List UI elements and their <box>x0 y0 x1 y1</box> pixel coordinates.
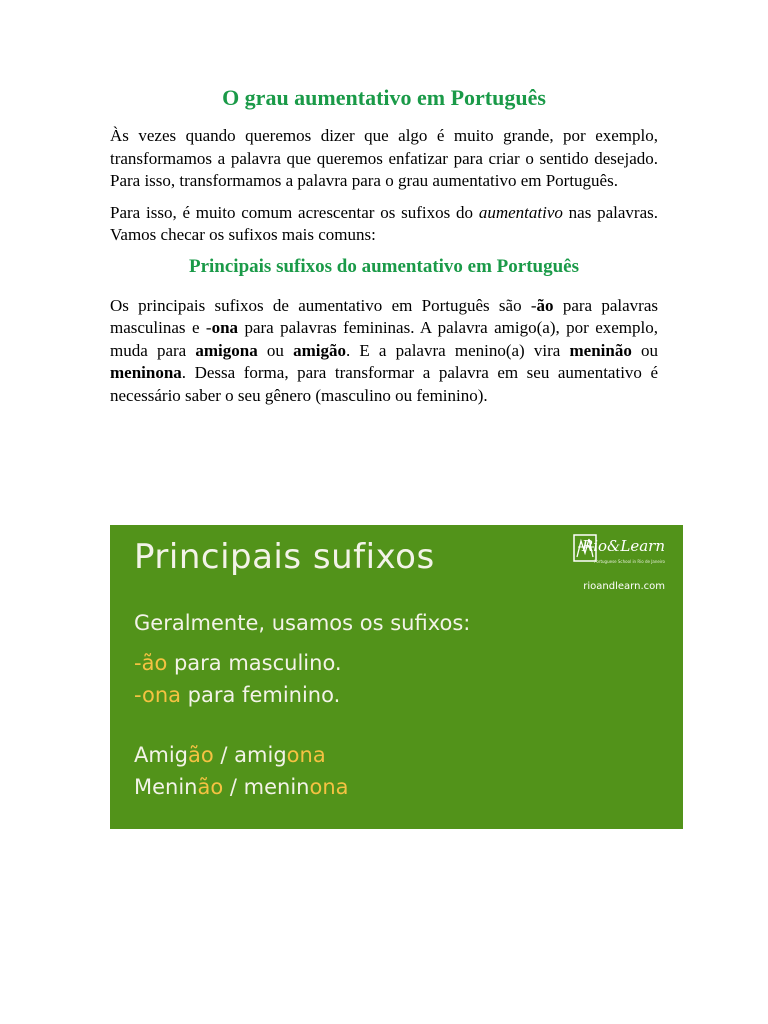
banner-example-amigo <box>134 745 326 766</box>
paragraph-text: Para isso, é muito comum acrescentar os sufixos do <box>110 202 479 222</box>
suffix-intro-paragraph <box>110 202 658 247</box>
paragraph-text: ou <box>631 340 658 360</box>
suffix-highlight: -ão <box>134 651 168 675</box>
logo-tagline: Portuguese School in Rio de Janeiro <box>594 559 665 564</box>
paragraph-text: . Dessa forma, para transformar a palavra em seu aumentativo é necessário saber o seu gênero (masculino ou feminino). <box>110 363 658 405</box>
logo-name: Rio&Learn <box>581 537 665 555</box>
bold-term: ão <box>536 295 554 315</box>
banner-text: Amig <box>134 743 188 767</box>
banner-text: Menin <box>134 775 198 799</box>
suffix-explanation-paragraph <box>110 295 658 408</box>
paragraph-text: para palavras masculinas e - <box>110 295 658 338</box>
bold-term: amigão <box>293 340 346 360</box>
document-page <box>110 85 658 416</box>
emphasized-term: aumentativo <box>478 202 563 222</box>
banner-example-menino <box>134 777 349 798</box>
intro-paragraph: Às vezes quando queremos dizer que algo é muito grande, por exemplo, transformamos a palavra que queremos enfatizar para criar o sentido desejado. Para isso, transformamos a palavra para o grau aumentativo em Português. <box>110 126 658 191</box>
suffix-banner-image <box>110 525 683 829</box>
suffix-highlight: -ona <box>134 683 181 707</box>
suffix-highlight: ão <box>188 743 214 767</box>
banner-title: Principais sufixos <box>134 537 435 577</box>
page-title: O grau aumentativo em Português <box>222 85 546 110</box>
paragraph-text: nas palavras. Vamos checar os sufixos mais comuns: <box>110 202 658 245</box>
logo-website: rioandlearn.com <box>583 581 665 592</box>
suffix-highlight: ona <box>286 743 326 767</box>
banner-text: / <box>223 775 244 799</box>
rio-learn-logo <box>571 533 671 597</box>
paragraph-text: . E a palavra menino(a) vira <box>345 340 570 360</box>
banner-masculine-line <box>134 653 342 674</box>
banner-text: menin <box>243 775 310 799</box>
banner-text: / <box>213 743 235 767</box>
banner-text: para feminino. <box>181 683 341 707</box>
banner-feminine-line <box>134 685 340 706</box>
banner-text: amig <box>234 743 287 767</box>
bold-term: amigona <box>195 340 258 360</box>
banner-intro: Geralmente, usamos os sufixos: <box>134 611 471 635</box>
suffix-highlight: ona <box>309 775 349 799</box>
paragraph-text: para palavras femininas. A palavra amigo(a), por exemplo, muda para <box>110 318 659 360</box>
paragraph-text: ou <box>257 340 294 360</box>
section-subtitle: Principais sufixos do aumentativo em Português <box>188 255 580 277</box>
banner-text: para masculino. <box>167 651 342 675</box>
bold-term: meninona <box>110 363 182 383</box>
bold-term: meninão <box>569 340 632 360</box>
paragraph-text: Os principais sufixos de aumentativo em Português são - <box>110 295 537 315</box>
suffix-highlight: ão <box>197 775 224 799</box>
bold-term: ona <box>211 318 239 338</box>
